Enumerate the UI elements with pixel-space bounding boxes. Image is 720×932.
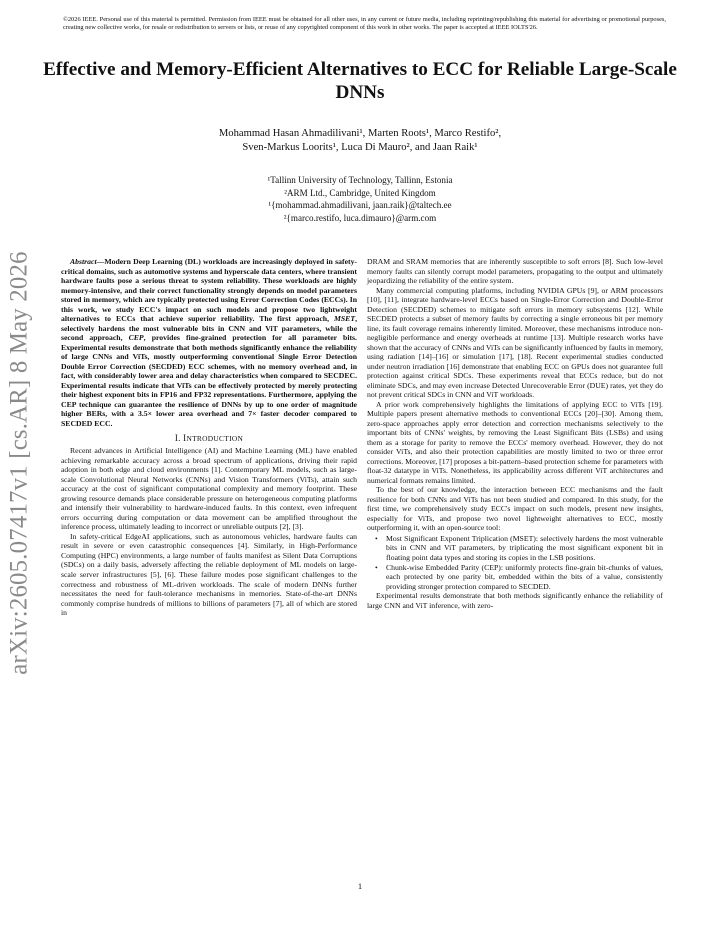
author-line-1: Mohammad Hasan Ahmadilivani¹, Marten Roots¹, Marco Restifo², — [218, 128, 502, 139]
paragraph: Experimental results demonstrate that both methods significantly enhance the reliability of large CNN and ViT inference, with zero- — [367, 591, 663, 610]
right-column — [367, 257, 663, 610]
affiliation-email: ¹{mohammad.ahmadilivani, jaan.raik}@taltech.ee — [268, 200, 452, 211]
bullet-icon: • — [375, 562, 378, 572]
list-item: • Chunk-wise Embedded Parity (CEP): uniformly protects fine-grain bit-chunks of values, each protected by one parity bit, embedded within the bits of a value, consistently providing stronger protection compared to SECDED. — [375, 562, 663, 591]
abstract-term: MSET — [334, 314, 356, 324]
section-heading: I. INTRODUCTION — [174, 433, 244, 444]
paragraph: To the best of our knowledge, the interaction between ECC mechanisms and the fault resilience for both CNNs and ViTs has not been studied and compared. In this study, for the first time, we comprehensively study ECC's impact on such models, present new insights, especially for ViTs, and propose two novel lightweight alternatives to ECC, mostly outperforming it, with an open-source tool: — [367, 485, 663, 533]
paragraph: A prior work comprehensively highlights the limitations of applying ECC to ViTs [19]. Multiple papers present alternative methods to conventional ECCs [20]–[30]. Among them, zero-space approaches apply error detection and correction mechanisms selectively to the important bits of CNNs' weights, by removing the Least Significant Bits (LSBs) and using them as a storage for parity to remove the ECCs' memory overhead. However, they do not consider ViTs, and also their protection capabilities are mostly limited to two or three error corrections. Moreover, [17] proposes a bit-pattern–based protection scheme for parameters with float-32 datatype in ViTs. Nonetheless, its applicability across different ViT architectures and numerical formats remains limited. — [367, 399, 663, 485]
paragraph: In safety-critical EdgeAI applications, such as autonomous vehicles, hardware faults can result in severe or even catastrophic consequences [4]. Similarly, in High-Performance Computing (HPC) environments, a large number of faults manifest as Silent Data Corruptions (SDCs) on a daily basis, adversely affecting the reliable deployment of ML models on large-scale server infrastructures [5], [6]. These failure modes pose significant challenges to the correctness and robustness of ML-driven workloads. The scale of modern DNNs further necessitates the need for fault-tolerance mechanisms in memories. State-of-the-art DNNs commonly comprise hundreds of millions to billions of parameters [7], all of which are stored in — [61, 531, 357, 618]
list-item: • Most Significant Exponent Triplication (MSET): selectively hardens the most vulnerable bits in CNN and ViT parameters, by triplicating the most significant exponent bit in floating point data types and storing its copies in the LSB positions. — [375, 533, 663, 562]
copyright-notice: ©2026 IEEE. Personal use of this material is permitted. Permission from IEEE must be obtained for all other uses, in any current or future media, including reprinting/republishing this material for advertising or promotional purposes, creating new collective works, for resale or redistribution to servers or lists, or reuse of any copyrighted component of this work in other works. The paper is accepted at IEEE IOLTS'26. — [63, 16, 666, 32]
author-list — [60, 127, 660, 155]
abstract — [61, 257, 357, 428]
paragraph: Many commercial computing platforms, including NVIDIA GPUs [9], or ARM processors [10], [11], integrate hardware-level ECCs based on Single-Error Correction and Double-Error Detection (SECDED) schemes to mitigate soft errors in memory subsystems [12]. While SECDED protects a subset of memory faults by correcting a single erroneous bit per memory line, its fault coverage remains inherently limited. Moreover, these mechanisms introduce non-negligible performance and energy overheads at runtime [13]. Multiple research works have shown that the accuracy of CNNs and ViTs can be significantly influenced by faults in memory, using radiation [14]–[16] or simulation [17], [18]. Recent experimental studies conducted under neutron irradiation [16] demonstrate that enabling ECC on GPUs does not guarantee full protection against critical SDCs. These experiments reveal that ECCs reduce, but do not eliminate SDCs, and may even increase Detected Unrecoverable Error (DUE) rates, yet they do not prevent critical SDCs in CNN and ViT workloads. — [367, 285, 663, 400]
contribution-list — [367, 534, 663, 591]
author-line-2: Sven-Markus Loorits¹, Luca Di Mauro², and Jaan Raik¹ — [242, 142, 478, 153]
abstract-text: —Modern Deep Learning (DL) workloads are increasingly deployed in safety-critical domains, such as automotive systems and hyperscale data centers, where transient hardware faults pose a serious threat to system reliability. These workloads are highly memory-intensive, and their correct functionality strongly depends on model parameters stored in memory, which are typically protected using Error Correction Codes (ECCs). In this work, we study ECC's impact on such models and propose two lightweight alternatives to ECCs that achieve superior reliability. The first approach, — [61, 257, 357, 324]
affiliation-line: ²ARM Ltd., Cambridge, United Kingdom — [284, 187, 436, 198]
affiliation-email: ²{marco.restifo, luca.dimauro}@arm.com — [283, 212, 437, 223]
left-column — [61, 257, 357, 618]
abstract-term: CEP — [128, 333, 144, 343]
paragraph: DRAM and SRAM memories that are inherently susceptible to soft errors [8]. Such low-level memory faults can silently corrupt model parameters, propagating to the output and ultimately jeopardizing the reliability of the entire system. — [367, 257, 663, 286]
abstract-text: , provides fine-grained protection for all parameter bits. Experimental results demonstrate that both methods significantly enhance the reliability of large CNNs and ViTs, mostly outperforming conventional Single Error Detection Double Error Correction (SECDED) ECC schemes, with no memory overhead and, in fact, with considerably lower area and delay characteristics when compared to SECDEC. Experimental results indicate that ViTs can be effectively protected by merely protecting their highest exponent bits in FP16 and FP32 representations. Furthermore, applying the CEP technique can guarantee the resilience of DNNs by up to one order of magnitude higher BERs, with a 3.5× lower area overhead and 7× faster decoder compared to SECDED ECC. — [61, 333, 357, 428]
paragraph: Recent advances in Artificial Intelligence (AI) and Machine Learning (ML) have enabled achieving remarkable accuracy across a broad spectrum of applications, driving their rapid adoption in both edge and cloud environments [1]. Contemporary ML models, such as large-scale Convolutional Neural Networks (CNNs) and Vision Transformers (ViTs), attain such accuracy at the cost of significant computational complexity and memory footprint. These growing resource demands place considerable pressure on heterogeneous computing platforms and intensify their vulnerability to hardware-induced faults. In this context, even infrequent errors occurring during computation or data movement can be amplified throughout the inference process, ultimately leading to incorrect or unreliable outputs [2], [3]. — [61, 446, 357, 532]
paper-title: Effective and Memory-Efficient Alternatives to ECC for Reliable Large-Scale DNNs — [43, 59, 677, 103]
affiliation-line: ¹Tallinn University of Technology, Tallinn, Estonia — [267, 175, 453, 185]
abstract-text: , selectively hardens the most vulnerable bits in CNN and ViT parameters, while the second approach, — [61, 314, 357, 343]
arxiv-identifier: arXiv:2605.07417v1 [cs.AR] 8 May 2026 — [6, 251, 34, 675]
page-number: 1 — [357, 881, 363, 891]
abstract-label: Abstract — [70, 257, 97, 266]
arxiv-sidebar — [1, 251, 39, 675]
affiliations — [110, 174, 610, 224]
bullet-icon: • — [375, 533, 378, 543]
